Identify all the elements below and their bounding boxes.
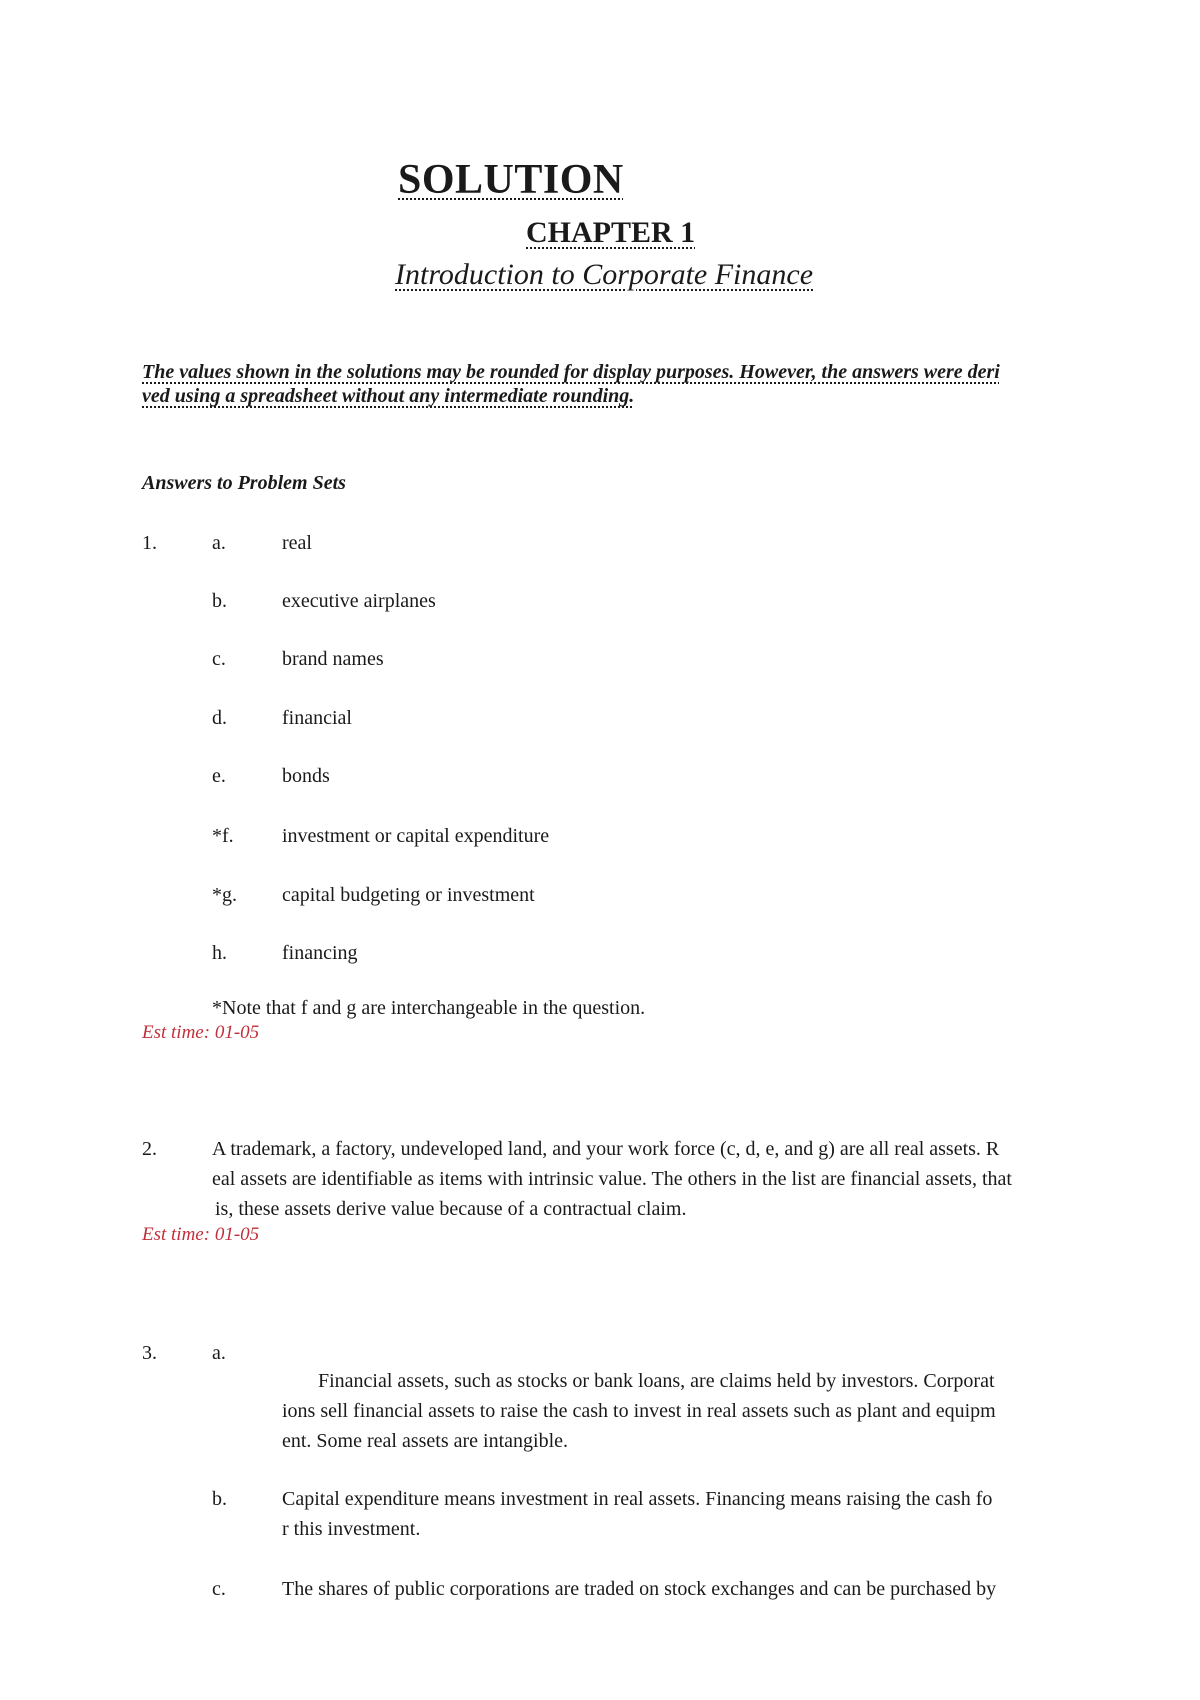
item-letter: b.	[212, 1488, 227, 1510]
question-number: 3.	[142, 1342, 157, 1364]
solution-title: SOLUTION	[398, 157, 624, 203]
question-number: 1.	[142, 532, 157, 554]
item-letter: a.	[212, 1342, 226, 1364]
item-letter: e.	[212, 765, 226, 787]
item-answer: financial	[282, 707, 352, 729]
est-time: Est time: 01-05	[142, 1224, 260, 1245]
item-letter: *f.	[212, 825, 234, 847]
item-answer	[282, 1484, 1082, 1544]
question-answer	[212, 1134, 1072, 1224]
item-letter: a.	[212, 532, 226, 554]
chapter-title: CHAPTER 1	[526, 216, 696, 249]
answer-line: Financial assets, such as stocks or bank loans, are claims held by investors. Corporat	[318, 1370, 995, 1392]
item-letter: h.	[212, 942, 227, 964]
item-letter: b.	[212, 590, 227, 612]
item-answer: bonds	[282, 765, 330, 787]
item-letter: c.	[212, 648, 226, 670]
item-answer: capital budgeting or investment	[282, 884, 535, 906]
question-number: 2.	[142, 1138, 157, 1160]
answer-line: eal assets are identifiable as items with intrinsic value. The others in the list are financial assets, that	[212, 1168, 1012, 1190]
answer-line: A trademark, a factory, undeveloped land, and your work force (c, d, e, and g) are all real assets. R	[212, 1138, 1000, 1160]
est-time: Est time: 01-05	[142, 1022, 260, 1043]
question-note: *Note that f and g are interchangeable in the question.	[212, 997, 646, 1019]
item-answer: financing	[282, 942, 358, 964]
item-answer: executive airplanes	[282, 590, 436, 612]
answer-line: is, these assets derive value because of a contractual claim.	[215, 1198, 687, 1220]
item-letter: *g.	[212, 884, 237, 906]
disclaimer-line: ved using a spreadsheet without any intermediate rounding.	[142, 385, 635, 407]
item-letter: d.	[212, 707, 227, 729]
answer-line: ions sell financial assets to raise the cash to invest in real assets such as plant and equipm	[282, 1400, 996, 1422]
item-answer	[282, 1574, 1082, 1604]
section-heading: Answers to Problem Sets	[142, 472, 346, 494]
chapter-subtitle: Introduction to Corporate Finance	[395, 258, 814, 291]
answer-line: r this investment.	[282, 1518, 421, 1540]
item-answer	[282, 1366, 1082, 1456]
item-answer: real	[282, 532, 312, 554]
rounding-disclaimer	[142, 360, 1062, 408]
disclaimer-line: The values shown in the solutions may be rounded for display purposes. However, the answers were deri	[142, 361, 1000, 383]
item-answer: brand names	[282, 648, 384, 670]
item-answer: investment or capital expenditure	[282, 825, 550, 847]
answer-line: Capital expenditure means investment in real assets. Financing means raising the cash fo	[282, 1488, 993, 1510]
item-letter: c.	[212, 1578, 226, 1600]
answer-line: The shares of public corporations are traded on stock exchanges and can be purchased by	[282, 1578, 997, 1600]
answer-line: ent. Some real assets are intangible.	[282, 1430, 569, 1452]
